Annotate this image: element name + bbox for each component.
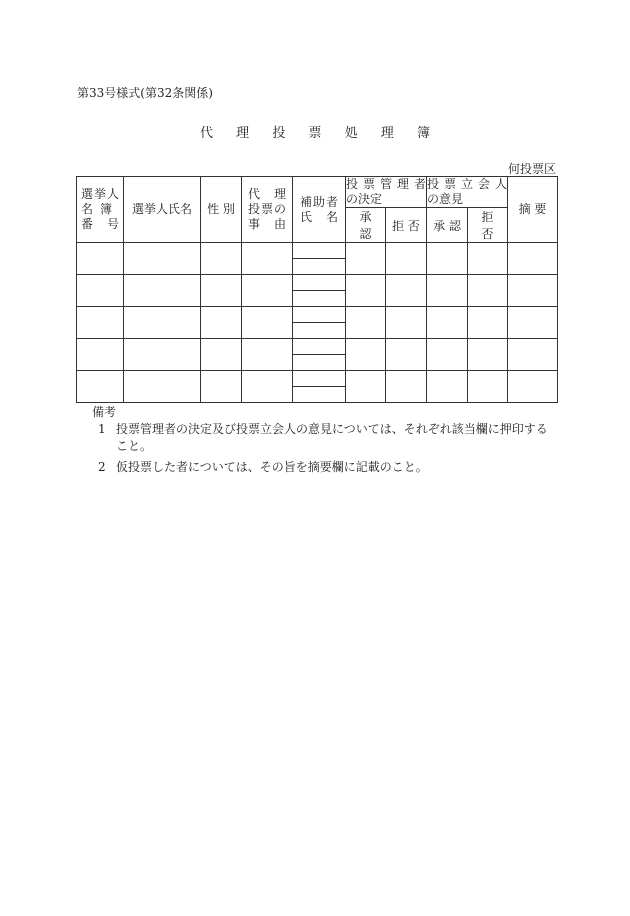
- header-proxy-reason: 代 理 投 票 の 事 由: [242, 177, 293, 243]
- header-voter-name: 選挙人氏名: [124, 177, 201, 243]
- title-char: 代: [200, 126, 214, 141]
- assistant-divider: [293, 243, 345, 259]
- manager-approve-cell[interactable]: [346, 243, 386, 275]
- table-row: [77, 307, 558, 339]
- voter-name-cell[interactable]: [124, 307, 201, 339]
- manager-reject-cell[interactable]: [386, 339, 427, 371]
- header-witness-reject: 拒 否: [468, 208, 508, 243]
- note-number: 2: [98, 460, 106, 474]
- title-char: 投: [272, 126, 286, 141]
- voter-number-cell[interactable]: [77, 371, 124, 403]
- manager-approve-cell[interactable]: [346, 307, 386, 339]
- table-row: [77, 371, 558, 403]
- header-manager-decision: 投 票 管 理 者 の決定: [346, 177, 427, 206]
- voter-name-cell[interactable]: [124, 275, 201, 307]
- proxy-voting-register-table: [76, 176, 558, 403]
- assistant-name-cell[interactable]: [293, 243, 346, 275]
- manager-reject-cell[interactable]: [386, 243, 427, 275]
- header-assistant-name: 補 助 者 氏 名: [293, 177, 346, 243]
- remarks-cell[interactable]: [508, 275, 558, 307]
- witness-reject-cell[interactable]: [468, 371, 508, 403]
- witness-reject-cell[interactable]: [468, 243, 508, 275]
- note-text: 仮投票した者については、その旨を摘要欄に記載のこと。: [116, 460, 428, 474]
- manager-reject-cell[interactable]: [386, 275, 427, 307]
- voter-name-cell[interactable]: [124, 243, 201, 275]
- remarks-cell[interactable]: [508, 307, 558, 339]
- remarks-cell[interactable]: [508, 339, 558, 371]
- proxy-reason-cell[interactable]: [242, 371, 293, 403]
- assistant-name-cell[interactable]: [293, 275, 346, 307]
- gender-cell[interactable]: [201, 307, 242, 339]
- manager-reject-cell[interactable]: [386, 307, 427, 339]
- witness-approve-cell[interactable]: [427, 243, 468, 275]
- header-witness-approve: 承 認: [427, 208, 468, 243]
- header-manager-reject: 拒 否: [386, 208, 427, 243]
- witness-approve-cell[interactable]: [427, 371, 468, 403]
- title-char: 票: [308, 126, 322, 141]
- witness-approve-cell[interactable]: [427, 275, 468, 307]
- voter-number-cell[interactable]: [77, 243, 124, 275]
- header-gender: 性 別: [201, 177, 242, 243]
- notes-title: 備考: [92, 405, 117, 419]
- witness-reject-cell[interactable]: [468, 275, 508, 307]
- assistant-name-cell[interactable]: [293, 307, 346, 339]
- voter-number-cell[interactable]: [77, 307, 124, 339]
- voter-number-cell[interactable]: [77, 339, 124, 371]
- proxy-reason-cell[interactable]: [242, 243, 293, 275]
- title-char: 理: [236, 126, 250, 141]
- header-witness-opinion: 投 票 立 会 人 の意見: [427, 177, 508, 206]
- form-number: 第33号様式(第32条関係): [77, 86, 213, 100]
- manager-approve-cell[interactable]: [346, 275, 386, 307]
- gender-cell[interactable]: [201, 339, 242, 371]
- register-body: [77, 243, 558, 403]
- assistant-name-cell[interactable]: [293, 371, 346, 403]
- manager-approve-cell[interactable]: [346, 371, 386, 403]
- note-text: 投票管理者の決定及び投票立会人の意見については、それぞれ該当欄に押印すること。: [116, 422, 548, 453]
- table-row: [77, 243, 558, 275]
- table-row: [77, 275, 558, 307]
- document-title: [200, 122, 430, 141]
- gender-cell[interactable]: [201, 243, 242, 275]
- witness-approve-cell[interactable]: [427, 307, 468, 339]
- voter-number-cell[interactable]: [77, 275, 124, 307]
- assistant-divider: [293, 339, 345, 355]
- proxy-reason-cell[interactable]: [242, 307, 293, 339]
- remarks-cell[interactable]: [508, 243, 558, 275]
- title-char: 処: [344, 126, 358, 141]
- witness-reject-cell[interactable]: [468, 307, 508, 339]
- gender-cell[interactable]: [201, 371, 242, 403]
- table-row: [77, 339, 558, 371]
- remarks-cell[interactable]: [508, 371, 558, 403]
- gender-cell[interactable]: [201, 275, 242, 307]
- assistant-divider: [293, 371, 345, 387]
- header-manager-approve: 承 認: [346, 208, 386, 243]
- title-char: 簿: [416, 126, 430, 141]
- assistant-divider: [293, 275, 345, 291]
- proxy-reason-cell[interactable]: [242, 275, 293, 307]
- note-number: 1: [98, 422, 106, 436]
- assistant-divider: [293, 307, 345, 323]
- proxy-reason-cell[interactable]: [242, 339, 293, 371]
- title-char: 理: [380, 126, 394, 141]
- manager-approve-cell[interactable]: [346, 339, 386, 371]
- district-label: 何投票区: [507, 162, 556, 176]
- assistant-name-cell[interactable]: [293, 339, 346, 371]
- voter-name-cell[interactable]: [124, 339, 201, 371]
- voter-name-cell[interactable]: [124, 371, 201, 403]
- header-remarks: 摘 要: [508, 177, 558, 243]
- manager-reject-cell[interactable]: [386, 371, 427, 403]
- header-voter-number: 選 挙 人 名 簿 番 号: [77, 177, 124, 243]
- witness-approve-cell[interactable]: [427, 339, 468, 371]
- witness-reject-cell[interactable]: [468, 339, 508, 371]
